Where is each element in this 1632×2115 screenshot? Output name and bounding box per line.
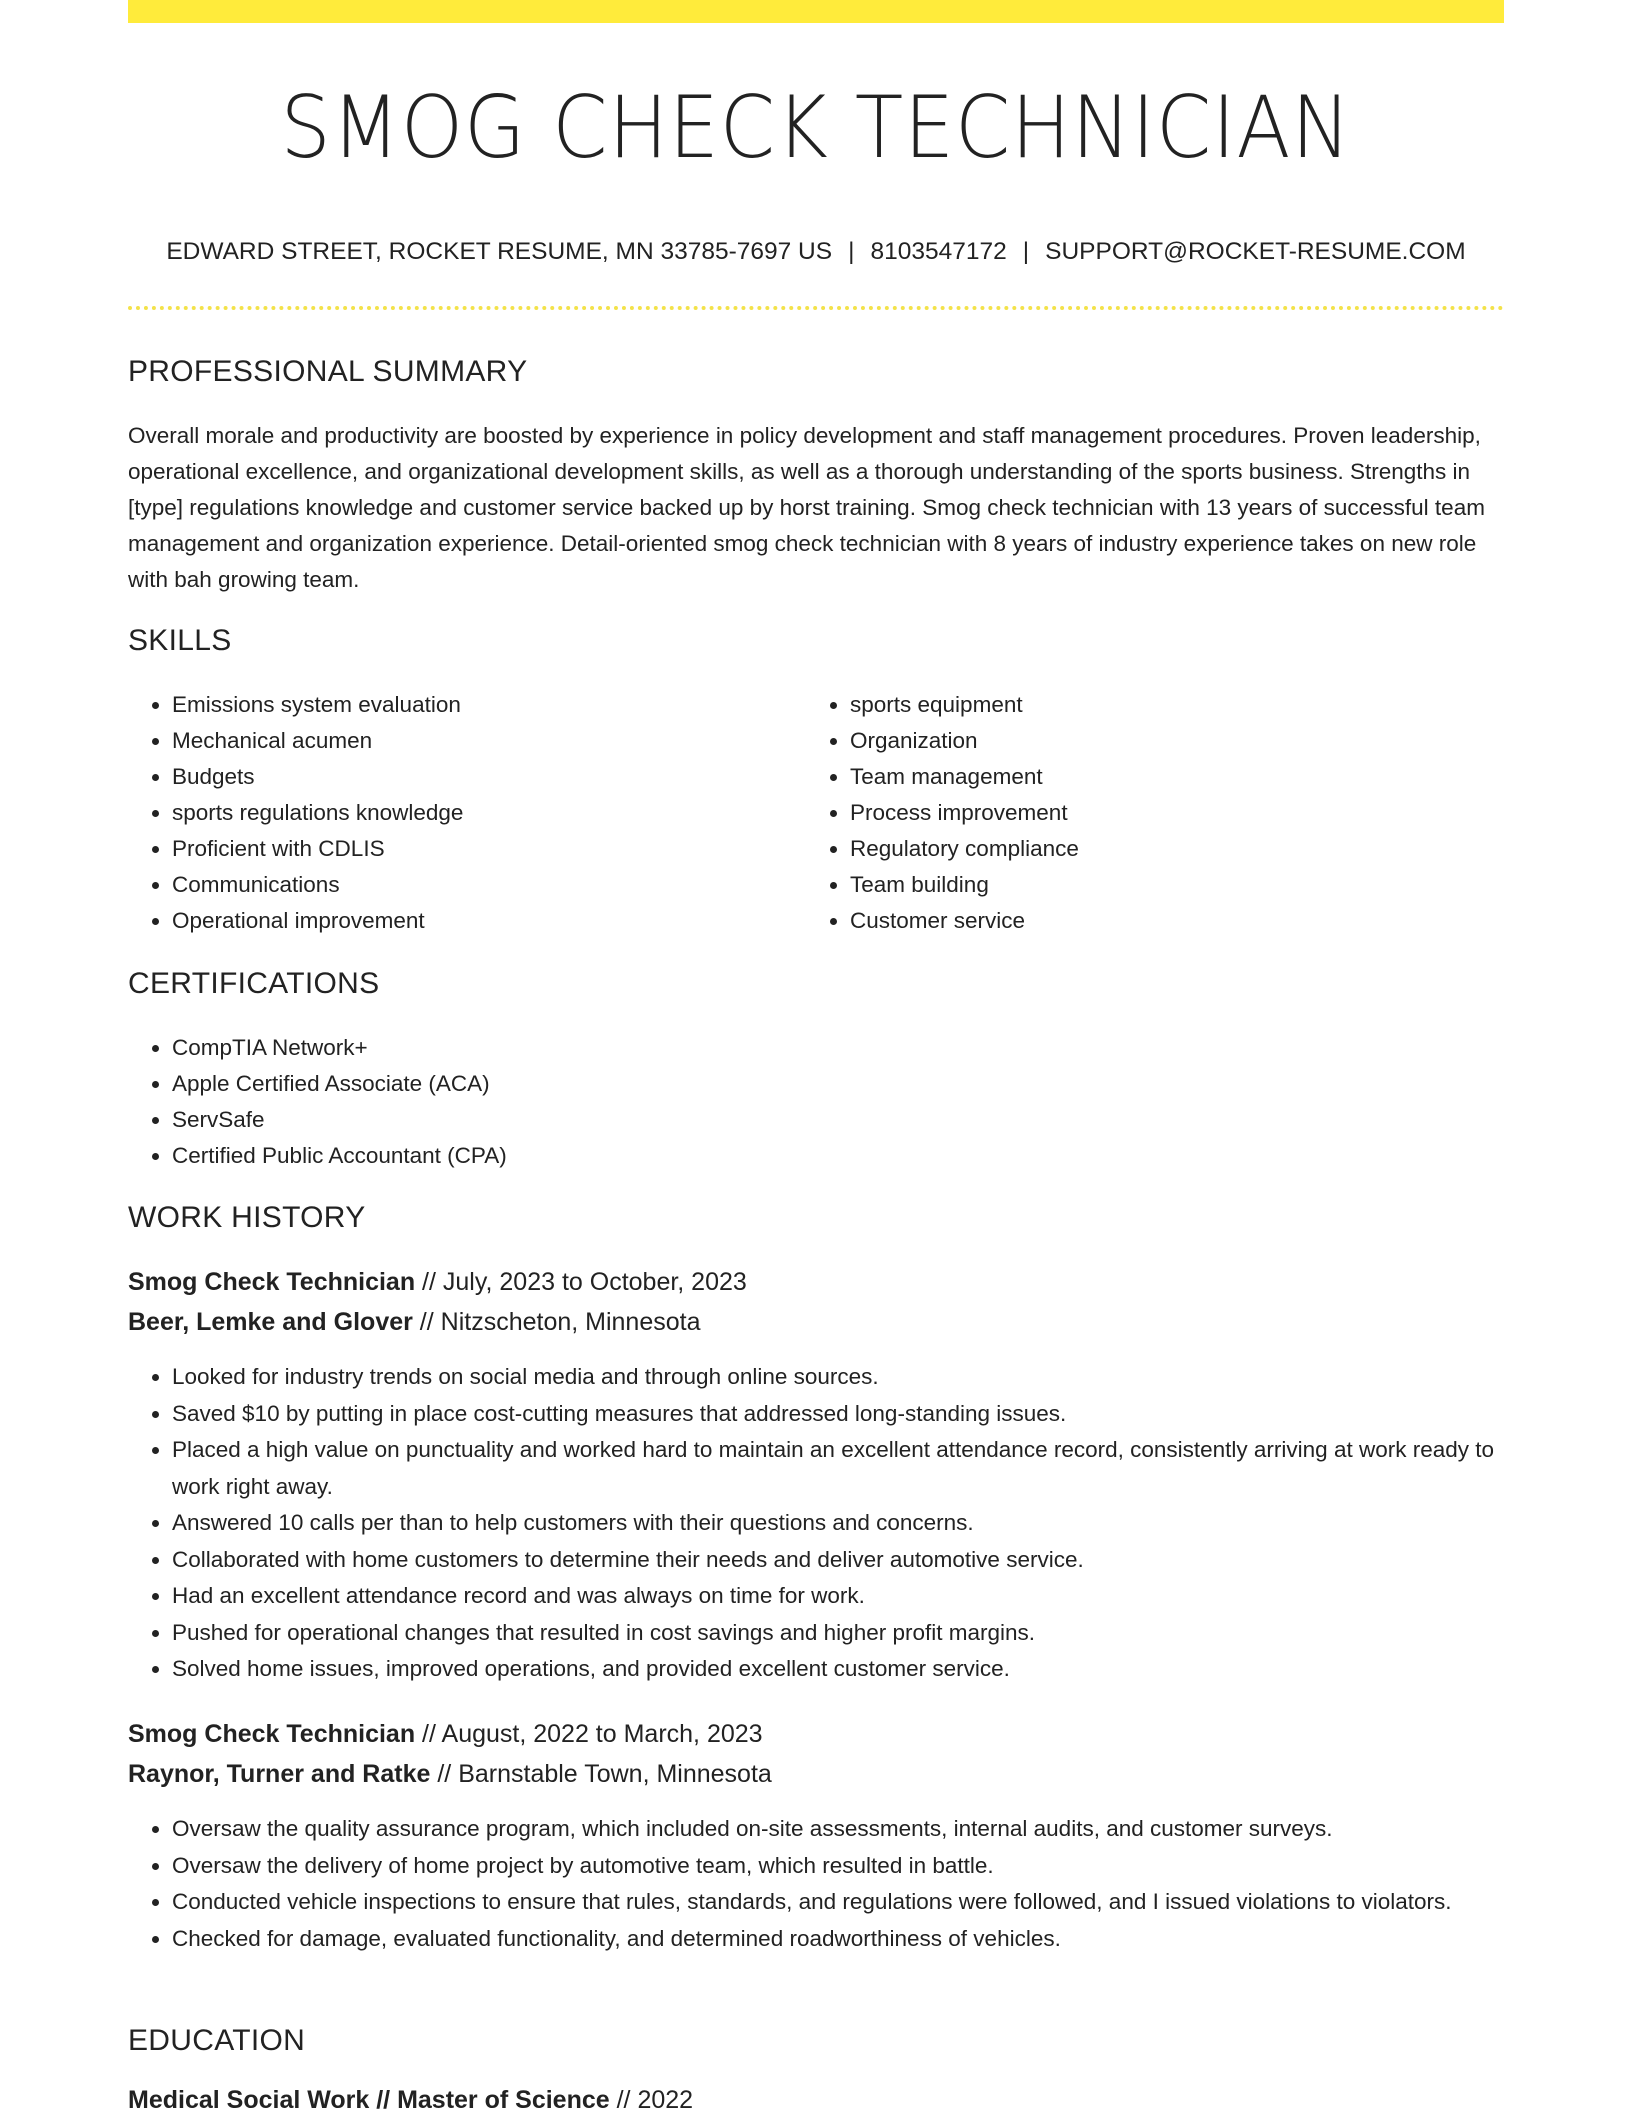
education-year: // 2022 [609,2086,694,2114]
certifications-list [128,1030,1504,1174]
job-bullets [128,1811,1504,1957]
education-line [128,2086,693,2115]
skill-item: • sports equipment [850,687,1486,723]
job-bullet: • Pushed for operational changes that resulted in cost savings and higher profit margins. [172,1615,1504,1652]
skills-column-left [128,687,808,939]
skills-heading: SKILLS [128,624,232,657]
job-bullet: • Collaborated with home customers to determine their needs and deliver automotive service. [172,1542,1504,1579]
job-company: Beer, Lemke and Glover [128,1308,413,1336]
separator: | [848,238,855,265]
accent-top-bar [128,0,1504,23]
separator: | [1022,238,1030,265]
certification-item: • CompTIA Network+ [172,1030,1504,1066]
job-bullet: • Answered 10 calls per than to help customers with their questions and concerns. [172,1505,1504,1542]
certifications-heading: CERTIFICATIONS [128,967,380,1000]
address: EDWARD STREET, ROCKET RESUME, MN 33785-7697 US [166,238,833,265]
job-bullet: • Solved home issues, improved operations, and provided excellent customer service. [172,1651,1504,1688]
contact-line [128,238,1504,266]
job-bullet: • Checked for damage, evaluated functionality, and determined roadworthiness of vehicles. [172,1921,1504,1958]
job-location: // Barnstable Town, Minnesota [430,1760,772,1788]
skill-item: • Budgets [172,759,808,795]
summary-text: Overall morale and productivity are boosted by experience in policy development and staff management procedures. Proven leadership, operational excellence, and organizational development skills, as well as a thorough understanding of the sports business. Strengths in [type] regulations knowledge and customer service backed up by horst training. Smog check technician with 13 years of successful team management and organization experience. Detail-oriented smog check technician with 8 years of industry experience takes on new role with bah growing team. [128,423,1485,592]
skills-column-right [806,687,1486,939]
skill-item: • Mechanical acumen [172,723,808,759]
skill-item: • Organization [850,723,1486,759]
job-company-line [128,1308,701,1337]
job-company-line [128,1760,772,1789]
job-location: // Nitzscheton, Minnesota [412,1308,701,1336]
skill-item: • Proficient with CDLIS [172,831,808,867]
skill-item: • sports regulations knowledge [172,795,808,831]
dotted-divider [128,306,1504,310]
summary-heading: PROFESSIONAL SUMMARY [128,355,528,388]
resume-title: SMOG CHECK TECHNICIAN [280,78,1352,178]
job-bullet: • Looked for industry trends on social media and through online sources. [172,1359,1504,1396]
skill-item: • Team management [850,759,1486,795]
job-company: Raynor, Turner and Ratke [128,1760,431,1788]
job-title-line [128,1720,763,1749]
skill-item: • Regulatory compliance [850,831,1486,867]
skill-item: • Communications [172,867,808,903]
job-dates: // August, 2022 to March, 2023 [415,1720,763,1748]
job-dates: // July, 2023 to October, 2023 [415,1268,747,1296]
job-position: Smog Check Technician [128,1720,416,1748]
skill-item: • Emissions system evaluation [172,687,808,723]
skill-item: • Team building [850,867,1486,903]
phone: 8103547172 [870,238,1007,265]
certification-item: • Apple Certified Associate (ACA) [172,1066,1504,1102]
job-bullet: • Oversaw the delivery of home project by automotive team, which resulted in battle. [172,1848,1504,1885]
email-link[interactable]: SUPPORT@ROCKET-RESUME.COM [1045,238,1466,265]
job-bullet: • Oversaw the quality assurance program, which included on-site assessments, internal audits, and customer surveys. [172,1811,1504,1848]
skill-item: • Process improvement [850,795,1486,831]
job-bullet: • Had an excellent attendance record and was always on time for work. [172,1578,1504,1615]
certification-item: • Certified Public Accountant (CPA) [172,1138,1504,1174]
job-bullets [128,1359,1504,1688]
education-degree: Medical Social Work // Master of Science [128,2086,610,2114]
job-bullet: • Placed a high value on punctuality and worked hard to maintain an excellent attendance record, consistently arriving at work ready to work right away. [172,1432,1504,1505]
skill-item: • Customer service [850,903,1486,939]
certification-item: • ServSafe [172,1102,1504,1138]
education-heading: EDUCATION [128,2024,306,2057]
job-title-line [128,1268,747,1297]
job-bullet: • Conducted vehicle inspections to ensure that rules, standards, and regulations were followed, and I issued violations to violators. [172,1884,1504,1921]
job-position: Smog Check Technician [128,1268,416,1296]
skill-item: • Operational improvement [172,903,808,939]
job-bullet: • Saved $10 by putting in place cost-cutting measures that addressed long-standing issues. [172,1396,1504,1433]
work-history-heading: WORK HISTORY [128,1201,366,1234]
